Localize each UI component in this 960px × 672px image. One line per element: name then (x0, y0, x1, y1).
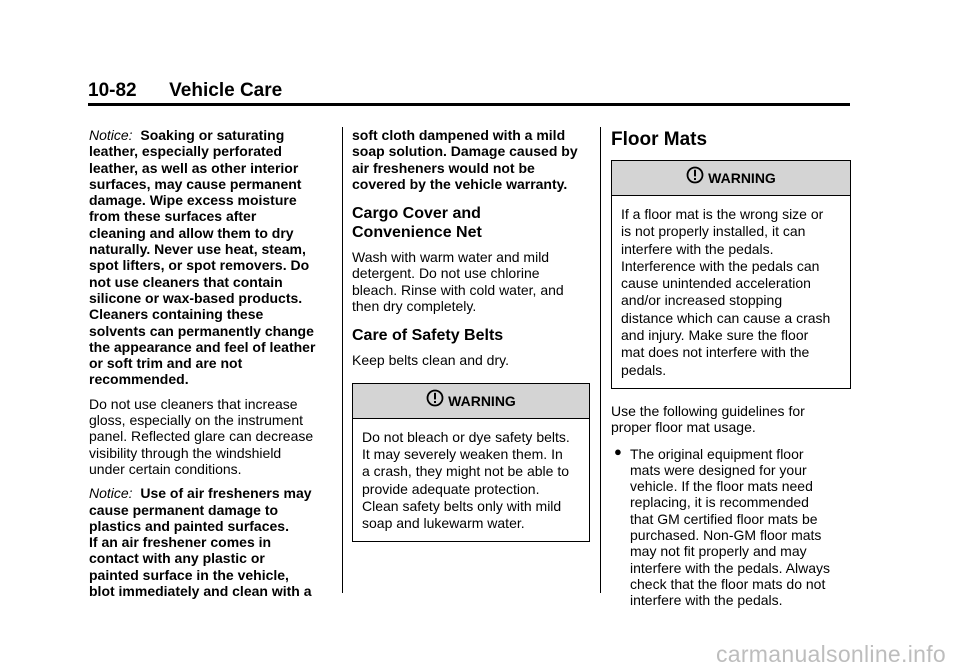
watermark: carmanualsonline.info (715, 641, 946, 667)
cargo-heading: Cargo Cover and Convenience Net (352, 205, 482, 242)
warning-header (353, 384, 589, 419)
column-divider (342, 127, 343, 593)
warning-icon (686, 162, 704, 196)
notice-continued: soft cloth dampened with a mild soap solution. Damage caused by air fresheners would not be covered by the vehicle warranty. (352, 127, 578, 192)
column-2 (352, 127, 590, 542)
notice-label: Notice: (89, 485, 133, 502)
notice-label: Notice: (89, 127, 133, 143)
list-item: ● The original equipment floor mats were designed for your vehicle. If the floor mats need replacing, it is recommended that GM certified floor mats be purchased. Non-GM floor mats may not fit properly and may interfere with the pedals. Always check that the floor mats do not interfere with the pedals. (614, 443, 830, 609)
gloss-paragraph: Do not use cleaners that increase gloss, especially on the instrument panel. Reflected glare can decrease visibility through the windshield under certain conditions. (89, 395, 314, 477)
section-title: Vehicle Care (169, 80, 283, 101)
warning-body: If a floor mat is the wrong size or is not properly installed, it can interfere with the pedals. Interference with the pedals can cause unintended acceleration and/or increased stopping distance which can cause a crash and injury. Make sure the floor mat does not interfere with the pedals. (621, 206, 831, 378)
column-divider (600, 127, 601, 593)
page-header (88, 80, 850, 102)
notice-leather: Notice: Soaking or saturating leather, especially perforated leather, as well as other interior surfaces, may cause permanent damage. Wipe excess moisture from these surfaces after cleaning and allow them to dry naturally. Never use heat, steam, spot lifters, or spot removers. Do not use cleaners that contain silicone or wax-based products. Cleaners containing these solvents can permanently change the appearance and feel of leather or soft trim and are not recommended. (89, 127, 316, 388)
warning-label: WARNING (708, 170, 776, 186)
warning-label: WARNING (448, 392, 516, 409)
warning-icon (426, 385, 444, 419)
belts-paragraph: Keep belts clean and dry. (352, 352, 509, 369)
warning-header (612, 161, 850, 196)
column-1 (89, 127, 339, 607)
header-rule (88, 103, 850, 106)
column-3 (611, 129, 851, 609)
belts-heading: Care of Safety Belts (352, 327, 504, 345)
bullet-icon: ● (614, 443, 622, 459)
notice-air-freshener: Notice: Use of air fresheners may cause permanent damage to plastics and painted surfaces. If an air freshener comes in contact with any plastic or painted surface in the vehicle, blot immediately and clean with a (89, 485, 312, 600)
cargo-paragraph: Wash with warm water and mild detergent. Do not use chlorine bleach. Rinse with cold water, and then dry completely. (352, 249, 564, 315)
floor-mats-warning-box (611, 160, 851, 389)
belts-warning-box (352, 383, 590, 543)
floor-mats-heading: Floor Mats (611, 129, 708, 150)
guidelines-intro: Use the following guidelines for proper floor mat usage. (611, 402, 805, 436)
page-number: 10-82 (88, 80, 137, 101)
warning-body: Do not bleach or dye safety belts. It may severely weaken them. In a crash, they might not be able to provide adequate protection. Clean safety belts only with mild soap and lukewarm water. (362, 428, 570, 532)
